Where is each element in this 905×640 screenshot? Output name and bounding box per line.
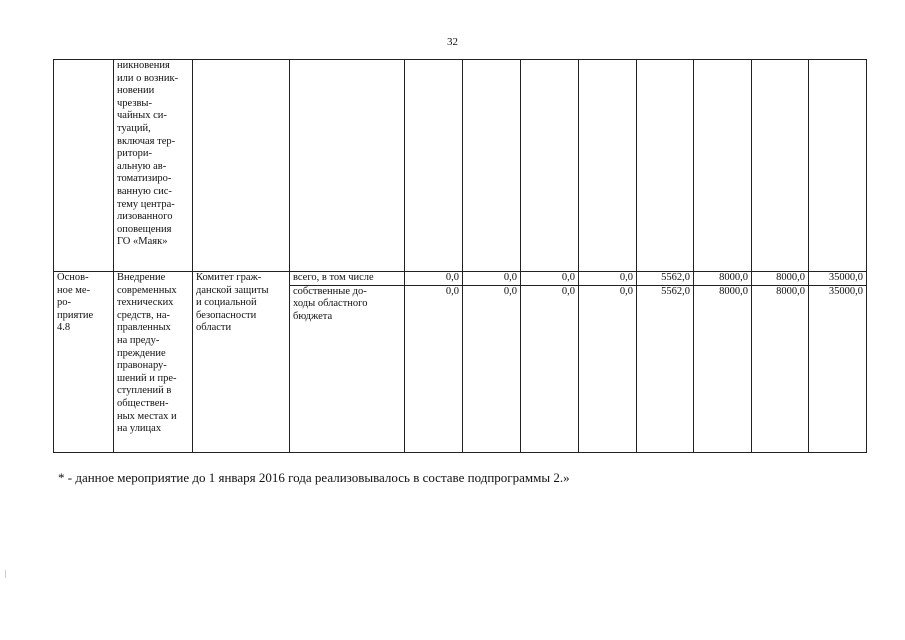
- value-cell: [463, 60, 521, 272]
- value-cell: 35000,0: [809, 285, 867, 452]
- value-cell: [637, 60, 694, 272]
- funding-source-cell: собственные до- ходы областного бюджета: [290, 285, 405, 452]
- funding-source-cell: всего, в том числе: [290, 272, 405, 286]
- value-cell: [579, 60, 637, 272]
- value-cell: 8000,0: [694, 272, 752, 286]
- value-cell: 0,0: [463, 285, 521, 452]
- code-cell: [54, 60, 114, 272]
- value-cell: [809, 60, 867, 272]
- value-cell: [752, 60, 809, 272]
- value-cell: [521, 60, 579, 272]
- table-row-continued: [54, 60, 867, 272]
- margin-mark: [5, 570, 6, 578]
- value-cell: 0,0: [405, 285, 463, 452]
- value-cell: 35000,0: [809, 272, 867, 286]
- table-row-total: [54, 272, 867, 286]
- value-cell: 5562,0: [637, 285, 694, 452]
- measure-description-cell: Внедрение современных технических средств, на- правленных на преду- преждение правонару- шений и пре- ступлений в обществен- ных местах и на улицах: [114, 272, 193, 453]
- value-cell: 8000,0: [752, 285, 809, 452]
- measure-executor-cell: Комитет граж- данской защиты и социальной безопасности области: [193, 272, 290, 453]
- value-cell: [405, 60, 463, 272]
- page-number: 32: [447, 36, 458, 48]
- description-cell: никновения или о возник- новении чрезвы- чайных си- туаций, включая тер- ритори- альную ав- томатизиро- ванную сис- тему центра- лизованного оповещения ГО «Маяк»: [114, 60, 193, 272]
- measure-code-cell: Основ- ное ме- ро- приятие 4.8: [54, 272, 114, 453]
- source-cell: [290, 60, 405, 272]
- value-cell: 0,0: [405, 272, 463, 286]
- budget-table: [53, 59, 867, 453]
- value-cell: 8000,0: [752, 272, 809, 286]
- value-cell: 0,0: [521, 272, 579, 286]
- value-cell: 0,0: [579, 272, 637, 286]
- executor-cell: [193, 60, 290, 272]
- value-cell: 5562,0: [637, 272, 694, 286]
- value-cell: 0,0: [579, 285, 637, 452]
- value-cell: 8000,0: [694, 285, 752, 452]
- value-cell: [694, 60, 752, 272]
- footnote: * - данное мероприятие до 1 января 2016 года реализовывалось в составе подпрограммы 2.»: [58, 470, 570, 485]
- value-cell: 0,0: [463, 272, 521, 286]
- value-cell: 0,0: [521, 285, 579, 452]
